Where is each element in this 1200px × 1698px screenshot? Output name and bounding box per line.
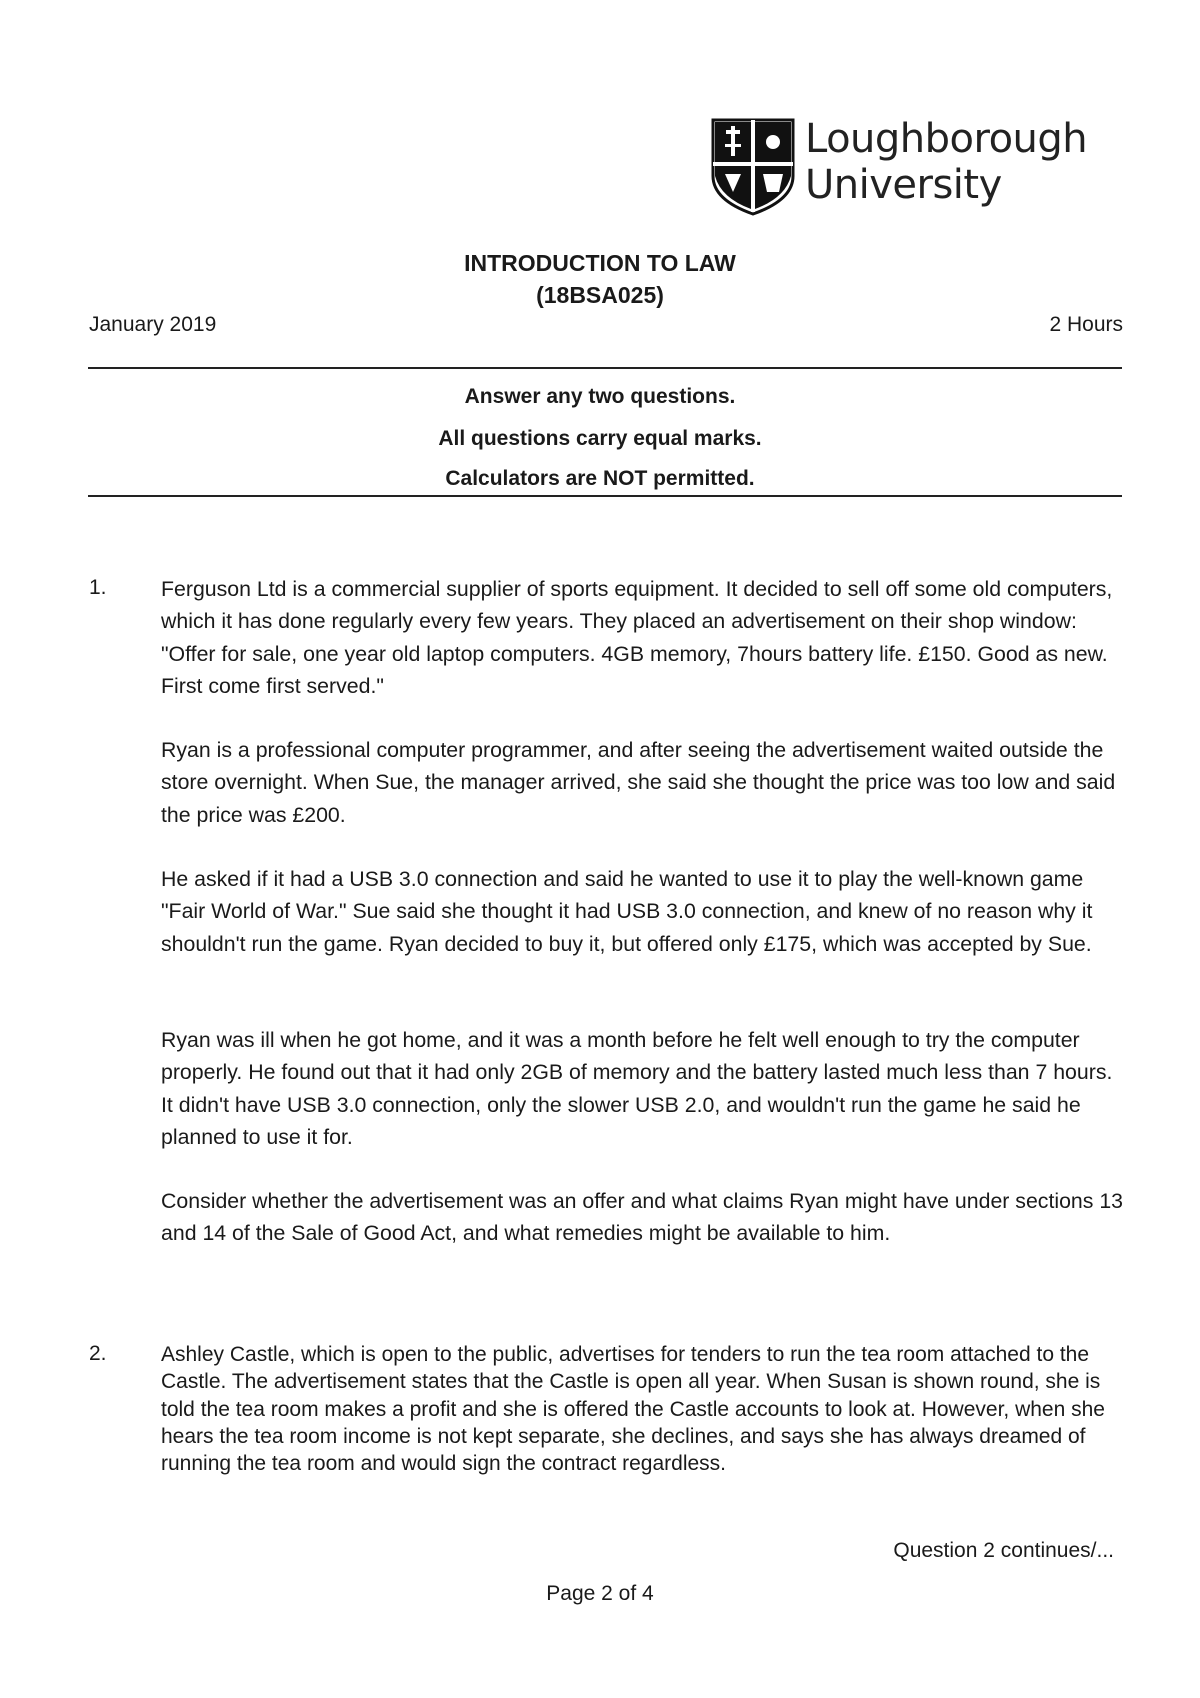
university-crest-icon: [711, 116, 795, 216]
exam-duration: 2 Hours: [1049, 313, 1123, 336]
page-number: Page 2 of 4: [546, 1582, 654, 1605]
university-logo: [711, 116, 1091, 216]
instruction-1: Answer any two questions.: [464, 385, 736, 408]
divider-bottom: [88, 495, 1122, 497]
question-1-number: 1.: [89, 576, 107, 599]
divider-top: [88, 367, 1122, 369]
instruction-2: All questions carry equal marks.: [438, 427, 762, 450]
question-1-paragraph-3: He asked if it had a USB 3.0 connection and said he wanted to use it to play the well-known game "Fair World of War." Sue said she thought it had USB 3.0 connection, and knew of no reason why it shouldn't run the game. Ryan decided to buy it, but offered only £175, which was accepted by Sue.: [161, 867, 1093, 956]
university-name: [805, 116, 1087, 208]
exam-title: INTRODUCTION TO LAW: [464, 250, 736, 276]
module-code: (18BSA025): [536, 282, 664, 308]
question-1-paragraph-4: Ryan was ill when he got home, and it was a month before he felt well enough to try the computer properly. He found out that it had only 2GB of memory and the battery lasted much less than 7 hours. It didn't have USB 3.0 connection, only the slower USB 2.0, and wouldn't run the game he said he planned to use it for.: [161, 1028, 1113, 1149]
continuation-note: Question 2 continues/...: [893, 1539, 1114, 1562]
logo-line-2: University: [805, 162, 1002, 208]
instruction-3: Calculators are NOT permitted.: [445, 467, 755, 490]
question-1-paragraph-2: Ryan is a professional computer programmer, and after seeing the advertisement waited outside the store overnight. When Sue, the manager arrived, she said she thought the price was too low and said the price was £200.: [161, 738, 1116, 827]
question-2-paragraph-1: Ashley Castle, which is open to the public, advertises for tenders to run the tea room attached to the Castle. The advertisement states that the Castle is open all year. When Susan is shown round, she is told the tea room makes a profit and she is offered the Castle accounts to look at. However, when she hears the tea room income is not kept separate, she declines, and says she has always dreamed of running the tea room and would sign the contract regardless.: [161, 1343, 1105, 1476]
question-1-paragraph-5: Consider whether the advertisement was an offer and what claims Ryan might have under sections 13 and 14 of the Sale of Good Act, and what remedies might be available to him.: [161, 1189, 1124, 1246]
question-1-paragraph-1: Ferguson Ltd is a commercial supplier of sports equipment. It decided to sell off some old computers, which it has done regularly every few years. They placed an advertisement on their shop window: "Offer for sale, one year old laptop computers. 4GB memory, 7hours battery life. £150. Good as new. First come first served.": [161, 577, 1113, 698]
logo-line-1: Loughborough: [805, 116, 1088, 162]
question-2-number: 2.: [89, 1342, 107, 1365]
exam-date: January 2019: [89, 313, 217, 336]
